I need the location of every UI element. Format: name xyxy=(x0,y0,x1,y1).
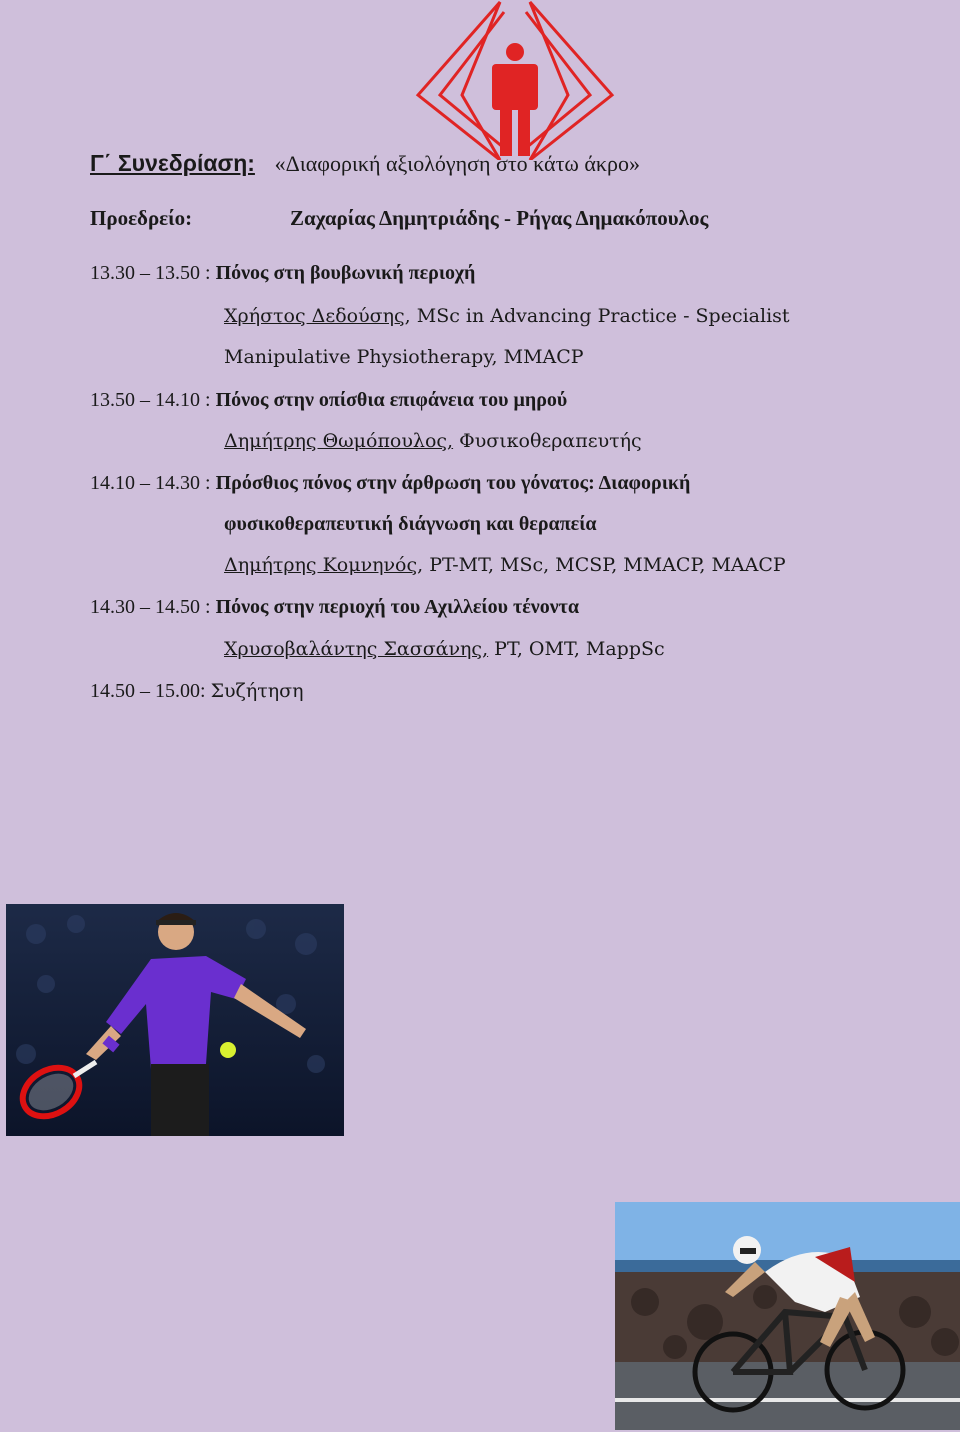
talk-2-row xyxy=(90,389,567,412)
talk-title: Συζήτηση xyxy=(210,680,304,702)
speaker-name: Χρυσοβαλάντης Σασσάνης, xyxy=(224,638,489,660)
chairs-label: Προεδρείο: xyxy=(90,206,193,230)
talk-2-speaker-row xyxy=(224,430,642,453)
speaker-credentials: Φυσικοθεραπευτής xyxy=(453,430,642,452)
talk-title: Πόνος στην οπίσθια επιφάνεια του μηρού xyxy=(215,389,568,411)
talk-time: 13.50 – 14.10 : xyxy=(90,389,216,411)
speaker-name: Δημήτρης Κομνηνός xyxy=(224,554,418,576)
talk-1-speaker-row xyxy=(224,305,790,328)
chairs-names: Ζαχαρίας Δημητριάδης - Ρήγας Δημακόπουλος xyxy=(290,206,709,230)
talk-3-speaker-row xyxy=(224,554,786,577)
talk-time: 14.50 – 15.00: xyxy=(90,680,211,702)
talk-4-speaker-row xyxy=(224,638,665,661)
speaker-name: Δημήτρης Θωμόπουλος, xyxy=(224,430,454,452)
talk-4-row xyxy=(90,596,579,619)
talk-title: Πόνος στη βουβωνική περιοχή xyxy=(215,262,476,284)
session-title: «Διαφορική αξιολόγηση στο κάτω άκρο» xyxy=(274,151,640,176)
speaker-credentials: , MSc in Advancing Practice - Specialist xyxy=(404,305,790,327)
tennis-player-photo xyxy=(6,904,344,1136)
talk-time: 13.30 – 13.50 : xyxy=(90,262,216,284)
talk-5-row xyxy=(90,680,303,703)
triathlon-cyclist-photo xyxy=(615,1202,960,1430)
logo xyxy=(412,0,618,160)
speaker-credentials: , PT-MT, MSc, MCSP, MMACP, MAACP xyxy=(417,554,786,576)
session-heading xyxy=(90,150,640,177)
talk-time: 14.10 – 14.30 : xyxy=(90,472,216,494)
session-label: Γ΄ Συνεδρίαση: xyxy=(90,150,255,176)
speaker-name: Χρήστος Δεδούσης xyxy=(224,305,405,327)
speaker-credentials-cont: Manipulative Physiotherapy, MMACP xyxy=(224,346,584,368)
talk-3-row xyxy=(90,472,690,495)
person-logo-icon xyxy=(412,0,618,160)
talk-1-row xyxy=(90,262,475,285)
talk-title: Πρόσθιος πόνος στην άρθρωση του γόνατος: Διαφορική xyxy=(215,472,691,494)
talk-time: 14.30 – 14.50 : xyxy=(90,596,216,618)
speaker-credentials: PT, OMT, MappSc xyxy=(488,638,665,660)
talk-title-cont: φυσικοθεραπευτική διάγνωση και θεραπεία xyxy=(224,513,597,535)
talk-title: Πόνος στην περιοχή του Αχιλλείου τένοντα xyxy=(215,596,580,618)
chairs-row xyxy=(90,206,709,231)
